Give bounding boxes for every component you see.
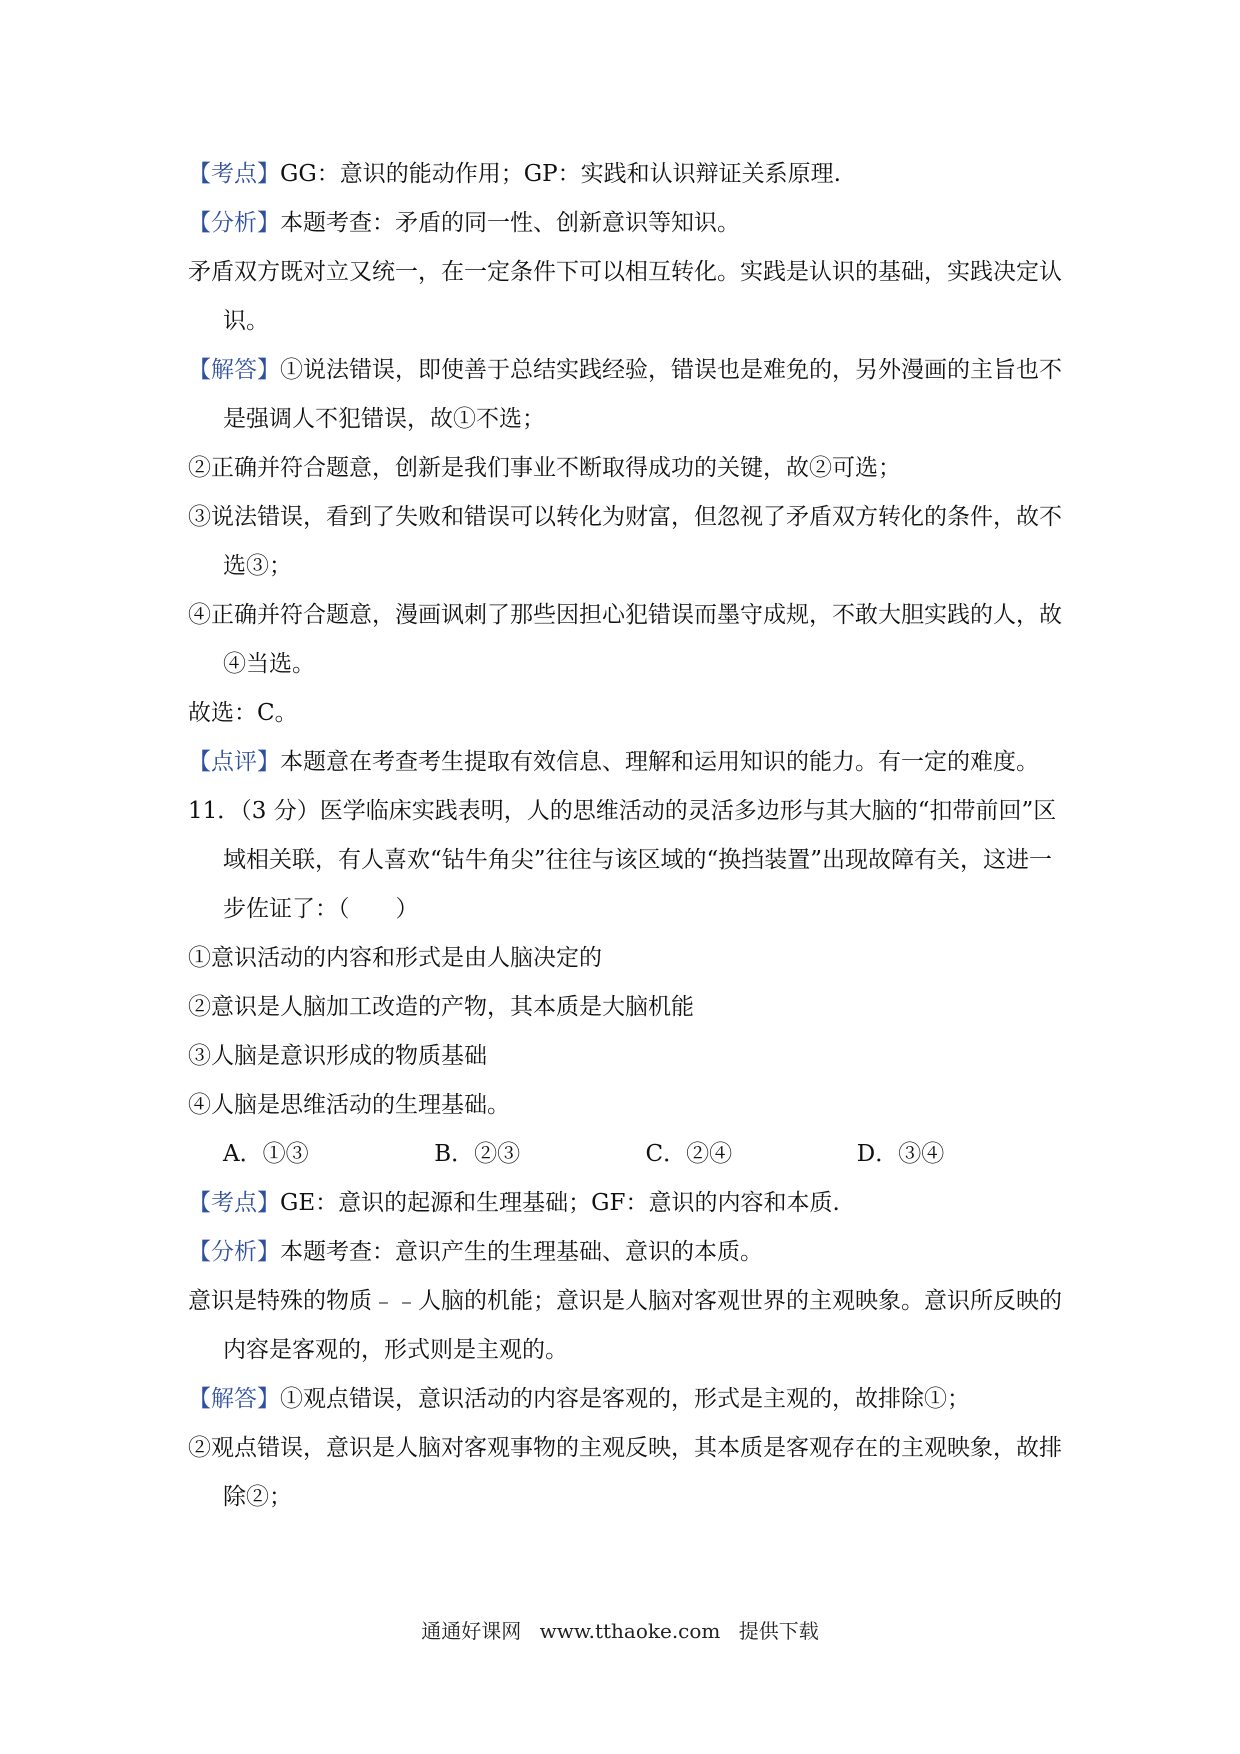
footer-site-name: 通通好课网 — [421, 1619, 522, 1643]
option-a: A．①③ — [223, 1141, 309, 1167]
dianping-line — [188, 738, 1068, 787]
option-c: C．②④ — [645, 1141, 733, 1167]
statement: ①意识活动的内容和形式是由人脑决定的 — [188, 945, 602, 971]
dianping-tag: 【点评】 — [188, 749, 280, 775]
jieda-line — [188, 1375, 1068, 1424]
kaodian-text: GG：意识的能动作用；GP：实践和认识辩证关系原理. — [280, 161, 841, 187]
fenxi-tag: 【分析】 — [188, 210, 280, 236]
option-d: D．③④ — [856, 1141, 945, 1167]
page-content — [188, 150, 1068, 1522]
kaodian-line — [188, 150, 1068, 199]
fenxi-line — [188, 1228, 1068, 1277]
jieda-tag: 【解答】 — [188, 1386, 280, 1412]
fenxi-text: 本题考查：意识产生的生理基础、意识的本质。 — [280, 1239, 763, 1265]
kaodian-tag: 【考点】 — [188, 161, 280, 187]
fenxi-body: 意识是特殊的物质﹣﹣人脑的机能；意识是人脑对客观世界的主观映象。意识所反映的内容是客观的，形式则是主观的。 — [188, 1288, 1062, 1363]
fenxi-tag: 【分析】 — [188, 1239, 280, 1265]
answer-line: 故选：C。 — [188, 700, 298, 726]
jieda-item: ②观点错误，意识是人脑对客观事物的主观反映，其本质是客观存在的主观映象，故排除②； — [188, 1435, 1062, 1510]
statement: ④人脑是思维活动的生理基础。 — [188, 1092, 510, 1118]
answer-options — [188, 1130, 1068, 1179]
dianping-text: 本题意在考查考生提取有效信息、理解和运用知识的能力。有一定的难度。 — [280, 749, 1039, 775]
footer-url[interactable]: www.tthaoke.com — [539, 1619, 721, 1643]
fenxi-text: 本题考查：矛盾的同一性、创新意识等知识。 — [280, 210, 740, 236]
jieda-item: ③说法错误，看到了失败和错误可以转化为财富，但忽视了矛盾双方转化的条件，故不选③； — [188, 504, 1062, 579]
footer-suffix: 提供下载 — [738, 1619, 819, 1643]
jieda-item: ②正确并符合题意，创新是我们事业不断取得成功的关键，故②可选； — [188, 455, 901, 481]
kaodian-text: GE：意识的起源和生理基础；GF：意识的内容和本质. — [280, 1190, 840, 1216]
jieda-item: ④正确并符合题意，漫画讽刺了那些因担心犯错误而墨守成规，不敢大胆实践的人，故④当选。 — [188, 602, 1062, 677]
kaodian-tag: 【考点】 — [188, 1190, 280, 1216]
fenxi-line — [188, 199, 1068, 248]
jieda-tag: 【解答】 — [188, 357, 280, 383]
jieda-line — [188, 346, 1068, 444]
question-11-stem: 11．（3 分）医学临床实践表明，人的思维活动的灵活多边形与其大脑的“扣带前回”区域相关联，有人喜欢“钻牛角尖”往往与该区域的“换挡装置”出现故障有关，这进一步佐证了：（ ） — [188, 798, 1057, 922]
page-footer — [0, 1615, 1240, 1644]
option-b: B．②③ — [434, 1141, 521, 1167]
statement: ③人脑是意识形成的物质基础 — [188, 1043, 487, 1069]
fenxi-body: 矛盾双方既对立又统一，在一定条件下可以相互转化。实践是认识的基础，实践决定认识。 — [188, 259, 1062, 334]
jieda-text: ①观点错误，意识活动的内容是客观的，形式是主观的，故排除①； — [280, 1386, 970, 1412]
kaodian-line — [188, 1179, 1068, 1228]
statement: ②意识是人脑加工改造的产物，其本质是大脑机能 — [188, 994, 694, 1020]
jieda-text: ①说法错误，即使善于总结实践经验，错误也是难免的，另外漫画的主旨也不是强调人不犯错误，故①不选； — [223, 357, 1062, 432]
